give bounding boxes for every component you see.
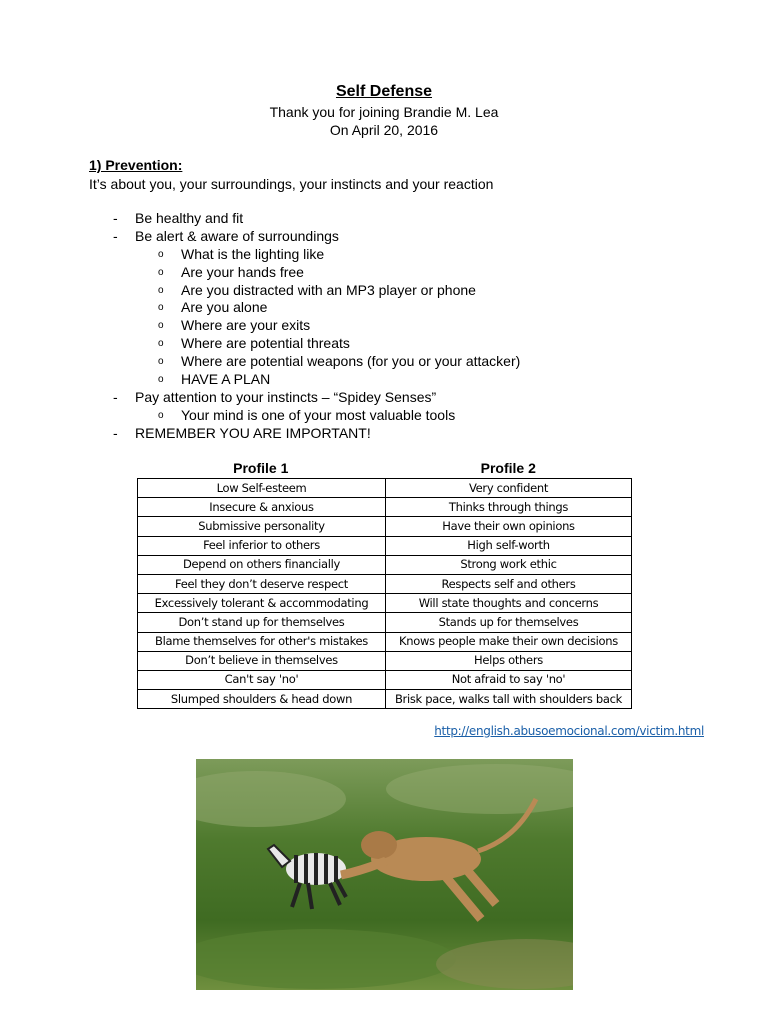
profile-2-cell: Helps others <box>386 651 632 670</box>
circle-marker: o <box>158 374 164 386</box>
section-intro: It’s about you, your surroundings, your instincts and your reaction <box>89 176 494 192</box>
circle-marker: o <box>158 356 164 368</box>
profile-2-cell: Respects self and others <box>386 574 632 593</box>
bullet-text: Are you distracted with an MP3 player or phone <box>181 281 476 298</box>
table-row <box>138 651 632 670</box>
profile-2-cell: Very confident <box>386 479 632 498</box>
column-header-profile-2: Profile 2 <box>480 460 536 476</box>
table-row <box>138 555 632 574</box>
table-row <box>138 536 632 555</box>
table-row <box>138 670 632 689</box>
circle-marker: o <box>158 338 164 350</box>
circle-marker: o <box>158 284 164 296</box>
circle-marker: o <box>158 266 164 278</box>
dash-marker: - <box>113 388 118 405</box>
circle-marker: o <box>158 248 164 260</box>
table-row <box>138 498 632 517</box>
sub-bullet-item <box>0 246 768 264</box>
sub-bullet-item <box>0 317 768 335</box>
profile-2-cell: Knows people make their own decisions <box>386 632 632 651</box>
bullet-text: Be healthy and fit <box>135 210 244 226</box>
table-row <box>138 479 632 498</box>
profile-2-cell: High self-worth <box>386 536 632 555</box>
section-heading-prevention: 1) Prevention: <box>89 157 183 173</box>
profile-1-cell: Low Self-esteem <box>138 479 386 498</box>
bullet-text: Are you alone <box>181 299 268 316</box>
lion-chasing-zebra-image <box>196 759 573 990</box>
circle-marker: o <box>158 320 164 332</box>
profiles-table-header <box>137 459 632 478</box>
profile-1-cell: Depend on others financially <box>138 555 386 574</box>
sub-bullet-item <box>0 407 768 425</box>
sub-bullet-item <box>0 282 768 300</box>
bullet-text: Where are potential weapons (for you or your attacker) <box>181 353 521 370</box>
sub-bullet-item <box>0 371 768 389</box>
bullet-item <box>0 425 768 443</box>
sub-bullet-item <box>0 299 768 317</box>
profile-2-cell: Not afraid to say 'no' <box>386 670 632 689</box>
column-header-profile-1: Profile 1 <box>233 460 289 476</box>
bullet-text: HAVE A PLAN <box>181 371 271 388</box>
sub-bullet-item <box>0 353 768 371</box>
bullet-text: Pay attention to your instincts – “Spidey Senses” <box>135 388 437 405</box>
bullet-text: Are your hands free <box>181 263 304 280</box>
profile-1-cell: Feel they don’t deserve respect <box>138 574 386 593</box>
bullet-item <box>0 210 768 228</box>
bullet-list <box>0 210 768 443</box>
table-row <box>138 594 632 613</box>
circle-marker: o <box>158 409 164 421</box>
bullet-item <box>0 228 768 246</box>
circle-marker: o <box>158 302 164 314</box>
profiles-table <box>137 478 632 709</box>
profile-1-cell: Blame themselves for other's mistakes <box>138 632 386 651</box>
profile-2-cell: Thinks through things <box>386 498 632 517</box>
profile-1-cell: Can't say 'no' <box>138 670 386 689</box>
subtitle: Thank you for joining Brandie M. Lea <box>269 104 499 120</box>
bullet-text: Where are your exits <box>181 317 311 334</box>
profile-2-cell: Strong work ethic <box>386 555 632 574</box>
date-line: On April 20, 2016 <box>329 122 439 138</box>
sub-bullet-item <box>0 335 768 353</box>
table-row <box>138 517 632 536</box>
profile-1-cell: Slumped shoulders & head down <box>138 690 386 709</box>
profiles-table-container <box>137 459 632 709</box>
bullet-item <box>0 389 768 407</box>
dash-marker: - <box>113 210 118 226</box>
table-row <box>138 574 632 593</box>
profile-1-cell: Don’t believe in themselves <box>138 651 386 670</box>
profile-1-cell: Don’t stand up for themselves <box>138 613 386 632</box>
bullet-text: What is the lighting like <box>181 245 325 262</box>
profile-2-cell: Brisk pace, walks tall with shoulders back <box>386 690 632 709</box>
table-row <box>138 613 632 632</box>
table-row <box>138 632 632 651</box>
bullet-text: Be alert & aware of surroundings <box>135 227 339 244</box>
bullet-text: Your mind is one of your most valuable tools <box>181 406 456 423</box>
dash-marker: - <box>113 227 118 244</box>
profile-2-cell: Will state thoughts and concerns <box>386 594 632 613</box>
bullet-text: Where are potential threats <box>181 335 350 352</box>
sub-bullet-item <box>0 264 768 282</box>
profile-1-cell: Excessively tolerant & accommodating <box>138 594 386 613</box>
profile-1-cell: Insecure & anxious <box>138 498 386 517</box>
source-link[interactable]: http://english.abusoemocional.com/victim.html <box>434 724 704 738</box>
document-title: Self Defense <box>335 83 433 100</box>
profile-1-cell: Submissive personality <box>138 517 386 536</box>
profile-2-cell: Stands up for themselves <box>386 613 632 632</box>
dash-marker: - <box>113 424 118 441</box>
profile-2-cell: Have their own opinions <box>386 517 632 536</box>
bullet-text: REMEMBER YOU ARE IMPORTANT! <box>135 424 371 441</box>
profile-1-cell: Feel inferior to others <box>138 536 386 555</box>
table-row <box>138 690 632 709</box>
